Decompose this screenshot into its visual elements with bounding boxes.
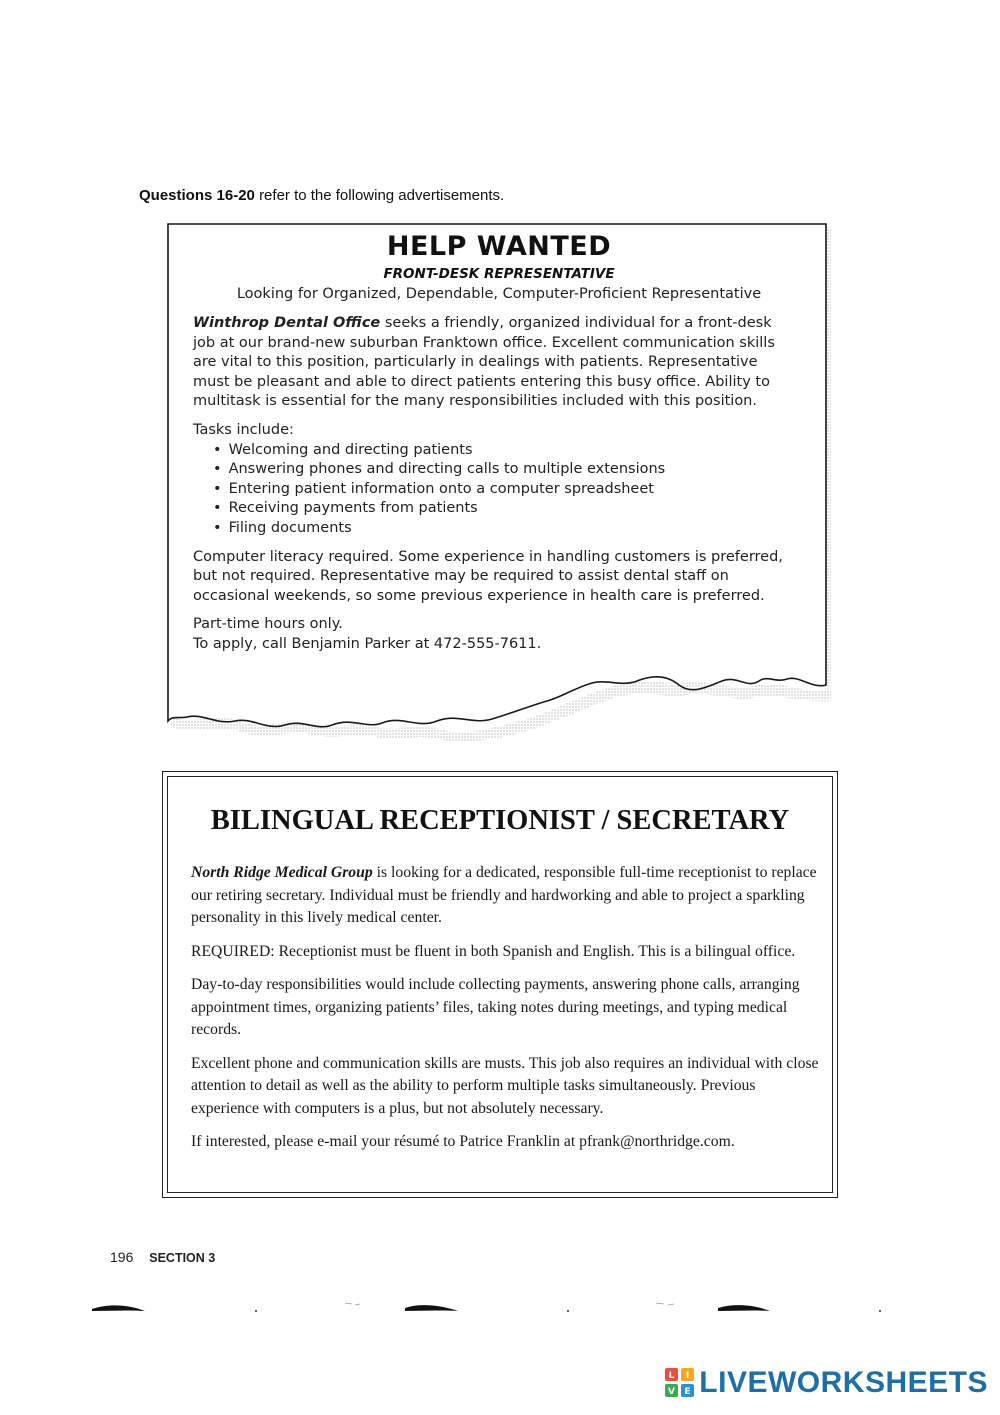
ad2-paragraph-3: Day-to-day responsibilities would include collecting payments, answering phone calls, arranging appointment times, organizing patients’ files, taking notes during meetings, and typing medical records. bbox=[191, 976, 800, 1038]
help-wanted-title: HELP WANTED bbox=[386, 231, 612, 262]
company-name: Winthrop Dental Office bbox=[193, 315, 381, 331]
job-subtitle: FRONT-DESK REPRESENTATIVE bbox=[383, 266, 615, 282]
scan-marks bbox=[0, 1295, 1000, 1325]
ad2-paragraph-1-text: is looking for a dedicated, responsible full-time receptionist to replace our retiring secretary. Individual must be friendly and hardworking and able to project a sparkling personality in this lively medical center. bbox=[191, 864, 817, 926]
svg-text:V: V bbox=[668, 1387, 676, 1397]
tasks-heading: Tasks include: bbox=[193, 421, 294, 438]
ad2-inner-border bbox=[167, 776, 833, 1193]
liveworksheets-brand bbox=[665, 1366, 988, 1400]
page-number: 196 bbox=[110, 1249, 134, 1265]
tasks-list bbox=[193, 441, 783, 539]
ad2-paragraph-1 bbox=[191, 862, 821, 930]
company-name: North Ridge Medical Group bbox=[191, 864, 373, 881]
liveworksheets-wordmark: LIVEWORKSHEETS bbox=[699, 1366, 988, 1399]
ad2-paragraph-5: If interested, please e-mail your résumé to Patrice Franklin at pfrank@northridge.com. bbox=[191, 1133, 735, 1150]
page-footer bbox=[110, 1249, 215, 1265]
ad2-body bbox=[191, 862, 821, 1165]
ad1-intro-paragraph bbox=[193, 314, 783, 412]
questions-intro-text: refer to the following advertisements. bbox=[259, 187, 505, 204]
ad1-body bbox=[193, 314, 783, 655]
questions-range: Questions 16-20 bbox=[139, 187, 255, 204]
apply-line: To apply, call Benjamin Parker at 472-555-7611. bbox=[193, 635, 542, 652]
receptionist-ad bbox=[162, 771, 838, 1198]
task-item: • Receiving payments from patients bbox=[213, 499, 783, 519]
help-wanted-ad bbox=[167, 223, 831, 743]
task-item: • Entering patient information onto a computer spreadsheet bbox=[213, 480, 783, 500]
svg-text:E: E bbox=[684, 1387, 691, 1397]
svg-text:L: L bbox=[668, 1371, 675, 1381]
liveworksheets-logo bbox=[665, 1368, 695, 1398]
ad2-paragraph-2: REQUIRED: Receptionist must be fluent in both Spanish and English. This is a bilingual office. bbox=[191, 942, 796, 960]
ad2-paragraph-4: Excellent phone and communication skills are musts. This job also requires an individual with close attention to detail as well as the ability to perform multiple tasks simultaneously. Previous experience with computers is a plus, but not absolutely necessary. bbox=[191, 1054, 819, 1117]
questions-intro bbox=[139, 187, 504, 204]
task-item: • Welcoming and directing patients bbox=[213, 441, 783, 461]
task-item: • Filing documents bbox=[213, 519, 783, 539]
requirements-paragraph: Computer literacy required. Some experience in handling customers is preferred, but not required. Representative may be required to assist dental staff on occasional weekends, so some previous experience in health care is preferred. bbox=[193, 548, 783, 604]
hours-line: Part-time hours only. bbox=[193, 616, 343, 633]
section-label: SECTION 3 bbox=[149, 1251, 216, 1265]
task-item: • Answering phones and directing calls to multiple extensions bbox=[213, 460, 783, 480]
svg-text:I: I bbox=[686, 1371, 690, 1381]
job-tagline: Looking for Organized, Dependable, Computer-Proficient Representative bbox=[236, 286, 762, 302]
ad1-intro-text: seeks a friendly, organized individual for a front-desk job at our brand-new suburban Franktown office. Excellent communication skills are vital to this position, particularly in dealings with patients. Representative must be pleasant and able to direct patients entering this busy office. Ability to multitask is essential for the many responsibilities included with this position. bbox=[193, 315, 775, 410]
receptionist-title: BILINGUAL RECEPTIONIST / SECRETARY bbox=[210, 805, 790, 836]
